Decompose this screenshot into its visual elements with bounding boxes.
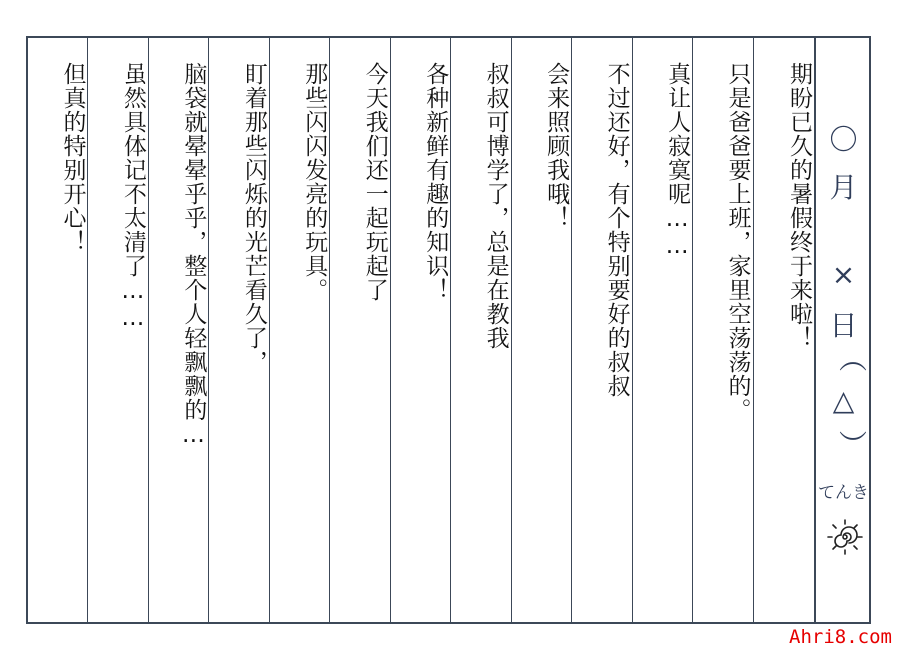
diary-page — [26, 36, 871, 624]
diary-column — [209, 38, 269, 622]
diary-line: 不过还好，有个特别要好的叔叔 — [603, 62, 630, 398]
diary-column — [28, 38, 88, 622]
diary-line: 期盼已久的暑假终于来啦！ — [785, 62, 812, 350]
diary-line: 脑袋就晕晕乎乎，整个人轻飘飘的… — [180, 62, 207, 449]
weekday-mark: △ — [832, 384, 855, 417]
weather-label: てんき — [818, 483, 869, 503]
diary-line: 真让人寂寞呢…… — [664, 62, 691, 260]
day-number: × — [831, 258, 856, 291]
month-number: 〇 — [829, 123, 858, 156]
diary-line: 会来照顾我哦！ — [543, 62, 570, 230]
diary-line: 只是爸爸要上班，家里空荡荡的。 — [724, 62, 751, 422]
diary-column — [693, 38, 753, 622]
diary-column — [88, 38, 148, 622]
paren-close: ） — [835, 430, 868, 458]
diary-column — [391, 38, 451, 622]
diary-line: 虽然具体记不太清了…… — [119, 62, 146, 332]
paren-open: （ — [835, 344, 868, 372]
diary-line: 盯着那些闪烁的光芒看久了， — [240, 62, 267, 374]
diary-column — [149, 38, 209, 622]
diary-column — [633, 38, 693, 622]
watermark-text: Ahri8.com — [789, 626, 892, 648]
sun-spiral-icon — [826, 518, 864, 556]
diary-column — [572, 38, 632, 622]
diary-column — [330, 38, 390, 622]
diary-line: 但真的特别开心！ — [59, 62, 86, 254]
date-column — [814, 38, 871, 622]
diary-column — [451, 38, 511, 622]
month-label: 月 — [829, 171, 858, 204]
diary-column — [270, 38, 330, 622]
diary-column — [512, 38, 572, 622]
diary-line: 各种新鲜有趣的知识！ — [422, 62, 449, 302]
diary-line: 叔叔可博学了，总是在教我 — [482, 62, 509, 350]
diary-line: 今天我们还一起玩起了 — [361, 62, 388, 302]
diary-column — [754, 38, 814, 622]
diary-line: 那些闪闪发亮的玩具。 — [301, 62, 328, 302]
day-label: 日 — [829, 309, 858, 342]
